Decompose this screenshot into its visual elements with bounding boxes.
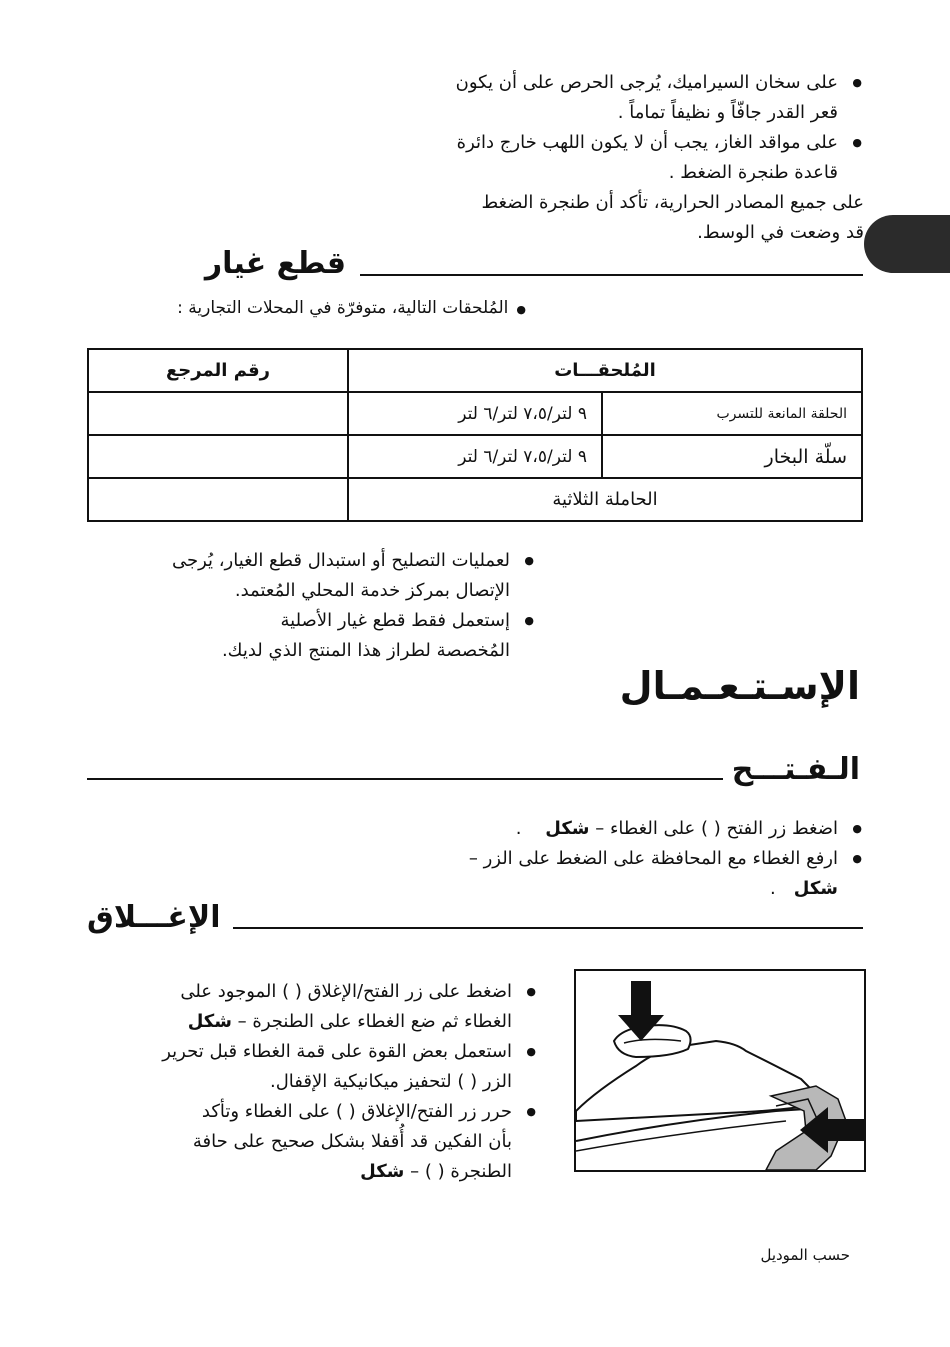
closing-block [86, 977, 538, 1187]
cell-part-name: الحاملة الثلاثية [348, 478, 862, 521]
cell-part-name: الحلقة المانعة للتسرب [602, 392, 862, 435]
header-accessories: المُلحقـــات [348, 349, 862, 392]
opening-rule [87, 778, 723, 780]
closing-title: الإغـــلاق [87, 900, 221, 935]
intro-paragraph [344, 188, 864, 248]
lid-closing-illustration [574, 969, 866, 1172]
closing-bullet-force-line2: الزر ( ) لتحفيز ميكانيكية الإقفال. [270, 1071, 512, 1092]
closing-rule [233, 927, 863, 929]
service-bullet-repair-line1: ● لعمليات التصليح أو استبدال قطع الغيار، يُرجى [171, 550, 510, 571]
cell-part-sizes: ٩ لتر/٧،٥ لتر/٦ لتر [348, 435, 602, 478]
opening-bullet-lift [344, 844, 864, 904]
service-block [86, 546, 536, 666]
intro-bullet-ceramic [344, 68, 864, 128]
spare-parts-rule [360, 274, 863, 276]
opening-block [344, 814, 864, 904]
intro-bullet-ceramic-line2: قعر القدر جافّاً و نظيفاً تماماً . [617, 102, 838, 123]
table-row [88, 478, 862, 521]
figure-ref: شكل [545, 818, 590, 839]
intro-bullet-gas-line1: ● على مواقد الغاز، يجب أن لا يكون اللهب خارج دائرة [456, 132, 838, 153]
figure-ref: شكل [360, 1161, 405, 1182]
closing-bullet-force-line1: ● استعمل بعض القوة على قمة الغطاء قبل تحرير [162, 1041, 512, 1062]
closing-bullet-release [86, 1097, 538, 1187]
intro-bullet-gas [344, 128, 864, 188]
service-bullet-original-line2: المُخصصة لطراز هذا المنتج الذي لديك. [221, 640, 510, 661]
bullet-dot: ● [516, 303, 526, 316]
spare-parts-lead [177, 298, 526, 318]
closing-bullet-release-line2: بأن الفكين قد أُقفلا بشكل صحيح على حافة [192, 1131, 512, 1152]
intro-bullet-ceramic-line1: ● على سخان السيراميك، يُرجى الحرص على أن يكون [455, 72, 838, 93]
closing-bullet-release-line3: الطنجرة ( ) – [410, 1161, 512, 1182]
service-bullet-original-line1: ● إستعمل فقط قطع غيار الأصلية [280, 610, 510, 631]
parts-table [87, 348, 863, 522]
footnote-by-model: حسب الموديل [760, 1246, 850, 1264]
closing-bullet-force [86, 1037, 538, 1097]
parts-table-wrapper [87, 348, 863, 522]
closing-bullet-press-line1: ● اضغط على زر الفتح/الإغلاق ( ) الموجود على [180, 981, 512, 1002]
opening-bullet-lift-text: ● ارفع الغطاء مع المحافظة على الضغط على الزر – [468, 848, 838, 869]
pressure-cooker-lid-drawing [576, 971, 864, 1170]
cell-part-sizes: ٩ لتر/٧،٥ لتر/٦ لتر [348, 392, 602, 435]
figure-ref: شكل [187, 1011, 232, 1032]
spare-parts-title: قطع غيار [204, 246, 346, 281]
table-row [88, 435, 862, 478]
cell-part-ref [88, 435, 348, 478]
opening-bullet-press-text: اضغط زر الفتح ( ) على الغطاء – [595, 818, 838, 839]
closing-bullet-press-line2: الغطاء ثم ضع الغطاء على الطنجرة – [237, 1011, 512, 1032]
intro-block [344, 68, 864, 248]
figure-ref-number: . [515, 818, 522, 839]
service-bullet-repair-line2: الإتصال بمركز خدمة المحلي المُعتمد. [234, 580, 510, 601]
usage-title: الإسـتـعـمـال [619, 664, 860, 708]
header-reference: رقم المرجع [88, 349, 348, 392]
table-row [88, 392, 862, 435]
service-bullet-original [86, 606, 536, 666]
cell-part-name: سلّة البخار [602, 435, 862, 478]
cell-part-ref [88, 392, 348, 435]
closing-bullet-release-line1: ● حرر زر الفتح/الإغلاق ( ) على الغطاء وتأكد [201, 1101, 512, 1122]
section-tab-marker [864, 215, 950, 273]
opening-title: الـفـتـــح [731, 752, 860, 787]
figure-ref-number: . [770, 878, 776, 899]
intro-paragraph-line2: قد وضعت في الوسط. [697, 222, 864, 243]
service-bullet-repair [86, 546, 536, 606]
opening-bullet-press [344, 814, 864, 844]
table-header-row [88, 349, 862, 392]
intro-bullet-gas-line2: قاعدة طنجرة الضغط . [668, 162, 838, 183]
spare-parts-lead-text: المُلحقات التالية، متوفرّة في المحلات التجارية : [177, 298, 509, 318]
cell-part-ref [88, 478, 348, 521]
closing-bullet-press [86, 977, 538, 1037]
intro-paragraph-line1: على جميع المصادر الحرارية، تأكد أن طنجرة الضغط [481, 192, 864, 213]
figure-ref: شكل [793, 878, 838, 899]
